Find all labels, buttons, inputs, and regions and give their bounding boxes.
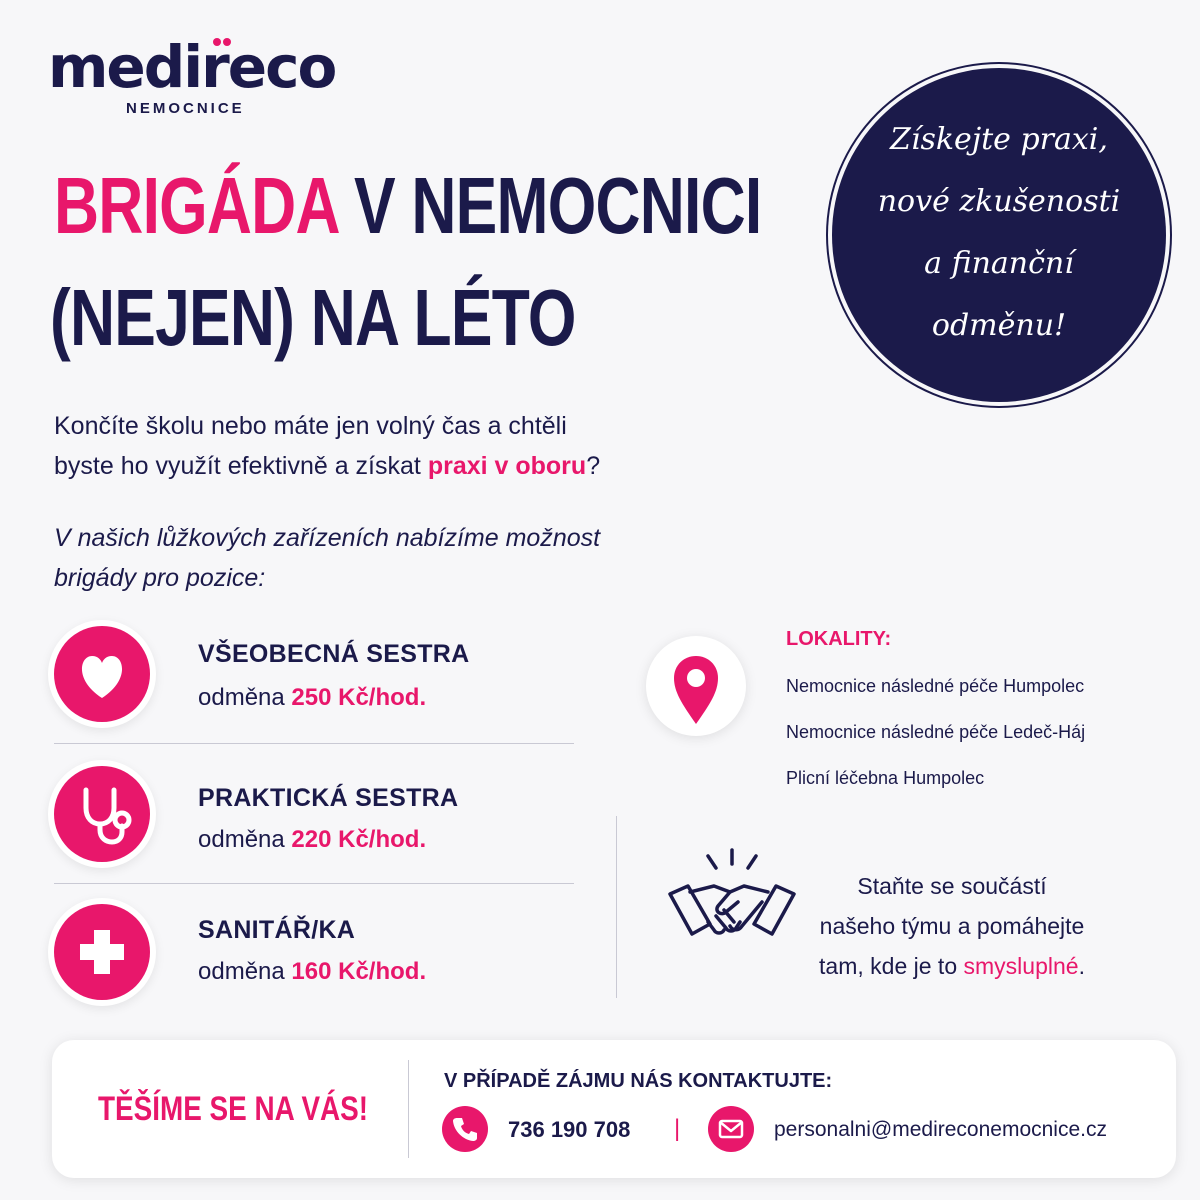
intro-highlight: praxi v oboru	[427, 452, 587, 480]
reward-amount: 250 Kč/hod.	[291, 684, 427, 711]
positions-intro-line-1: V našich lůžkových zařízeních nabízíme možnost	[54, 524, 601, 552]
position-title-practical-nurse: PRAKTICKÁ SESTRA	[198, 784, 459, 812]
position-reward-orderly	[198, 958, 426, 986]
intro-question-mark: ?	[586, 452, 601, 480]
benefits-badge	[832, 68, 1166, 402]
headline-line1-rest: V NEMOCNICI	[353, 161, 762, 250]
location-pin-icon	[646, 636, 746, 736]
position-title-orderly: SANITÁŘ/KA	[198, 916, 356, 944]
team-highlight: smysluplné	[963, 953, 1079, 979]
phone-number[interactable]: 736 190 708	[508, 1117, 631, 1142]
footer-divider	[408, 1060, 409, 1158]
handshake-icon	[664, 846, 800, 962]
badge-line-1: Získejte praxi,	[890, 122, 1108, 157]
intro-line-2	[54, 446, 754, 486]
badge-line-2: nové zkušenosti	[877, 184, 1121, 219]
divider	[54, 743, 574, 744]
positions-intro-line-2: brigády pro pozice:	[54, 564, 266, 592]
mail-icon	[708, 1106, 754, 1152]
intro-paragraph	[54, 406, 754, 486]
reward-label: odměna	[198, 826, 285, 853]
logo	[48, 18, 348, 118]
reward-label: odměna	[198, 684, 285, 711]
locality-item: Nemocnice následné péče Humpolec	[786, 676, 1085, 696]
email-address[interactable]: personalni@medireconemocnice.cz	[774, 1118, 1107, 1141]
badge-line-4: odměnu!	[931, 308, 1067, 343]
team-line-1: Staňte se součástí	[857, 873, 1047, 899]
headline-line-1	[54, 160, 761, 252]
reward-amount: 160 Kč/hod.	[291, 958, 427, 985]
team-line-3-text: tam, kde je to	[819, 953, 958, 979]
position-title-nurse: VŠEOBECNÁ SESTRA	[198, 640, 470, 668]
reward-label: odměna	[198, 958, 285, 985]
stethoscope-icon	[54, 766, 150, 862]
headline-accent: BRIGÁDA	[54, 161, 338, 250]
footer-greeting: TĚŠÍME SE NA VÁS!	[98, 1090, 369, 1128]
localities-heading: LOKALITY:	[786, 628, 892, 650]
team-message	[802, 866, 1102, 986]
intro-line-2-text: byste ho využít efektivně a získat	[54, 452, 421, 480]
contact-heading: V PŘÍPADĚ ZÁJMU NÁS KONTAKTUJTE:	[444, 1070, 833, 1092]
phone-icon	[442, 1106, 488, 1152]
team-period: .	[1078, 953, 1085, 979]
headline-line-2: (NEJEN) NA LÉTO	[50, 273, 576, 362]
locality-item: Plicní léčebna Humpolec	[786, 768, 985, 788]
reward-amount: 220 Kč/hod.	[291, 826, 427, 853]
contact-separator: |	[674, 1115, 681, 1142]
position-reward-nurse	[198, 684, 426, 712]
heart-icon	[54, 626, 150, 722]
badge-line-3: a finanční	[924, 246, 1074, 281]
locality-item: Nemocnice následné péče Ledeč-Háj	[786, 722, 1086, 742]
team-line-2: našeho týmu a pomáhejte	[819, 913, 1085, 939]
intro-line-1: Končíte školu nebo máte jen volný čas a chtěli	[54, 412, 567, 440]
position-reward-practical-nurse	[198, 826, 426, 854]
contact-footer	[52, 1040, 1176, 1178]
divider	[54, 883, 574, 884]
logo-subtitle: NEMOCNICE	[126, 100, 245, 117]
logo-wordmark: medireco	[48, 33, 336, 101]
team-line-3	[802, 946, 1102, 986]
medical-cross-icon	[54, 904, 150, 1000]
column-divider	[616, 816, 617, 998]
positions-intro	[54, 518, 754, 598]
